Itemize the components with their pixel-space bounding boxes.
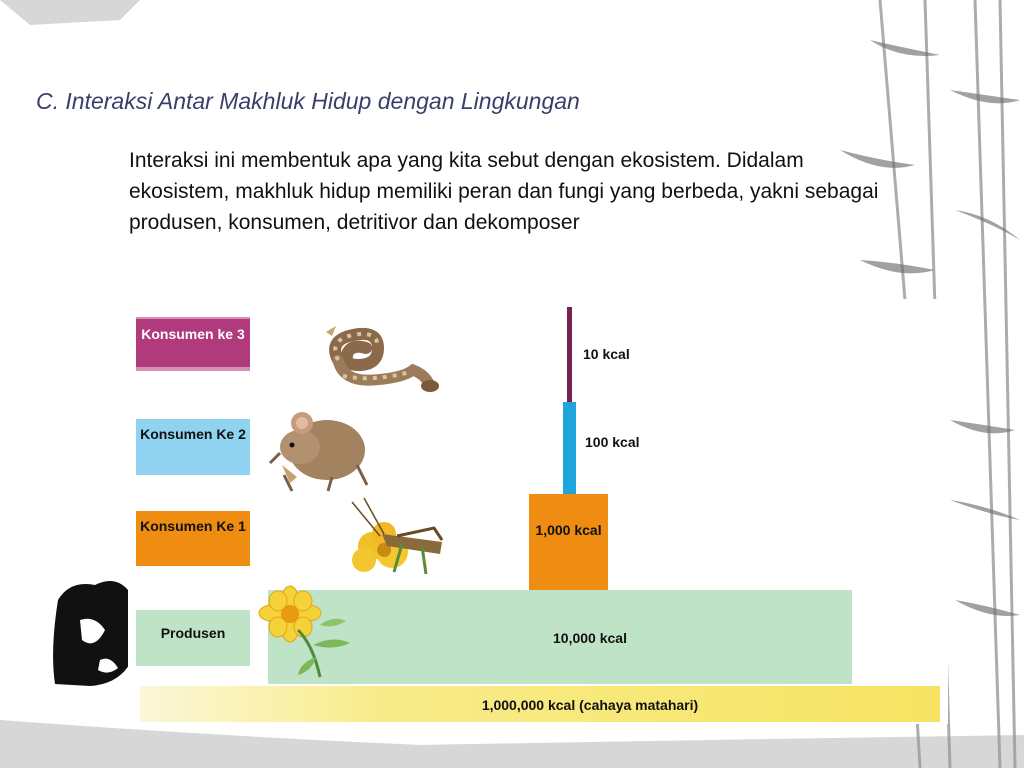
level-label-konsumen-2: Konsumen Ke 2 [136,419,250,475]
konsumen-1-energy-label: 1,000 kcal [535,522,602,538]
sunlight-energy-label: 1,000,000 kcal (cahaya matahari) [481,697,699,713]
konsumen-2-energy-bar [563,402,576,494]
level-label-konsumen-1: Konsumen Ke 1 [136,511,250,566]
konsumen-3-energy-label: 10 kcal [583,346,630,362]
grasshopper-icon [342,494,457,584]
konsumen-3-energy-bar [567,307,572,402]
produsen-energy-label: 10,000 kcal [553,630,627,646]
flower-icon [258,585,358,680]
mouse-icon [262,405,372,495]
level-label-produsen: Produsen [136,610,250,666]
slide-body-text: Interaksi ini membentuk apa yang kita sebut dengan ekosistem. Didalam ekosistem, makhluk hidup memiliki peran dan fungi yang berbeda, yakni sebagai produsen, konsumen, detritivor dan dekomposer [129,149,879,234]
konsumen-2-energy-label: 100 kcal [585,434,640,450]
konsumen-1-energy-bar [529,494,608,590]
level-label-konsumen-3: Konsumen ke 3 [136,317,250,371]
slide-title: C. Interaksi Antar Makhluk Hidup dengan Lingkungan [36,88,580,114]
snake-icon [318,320,443,400]
